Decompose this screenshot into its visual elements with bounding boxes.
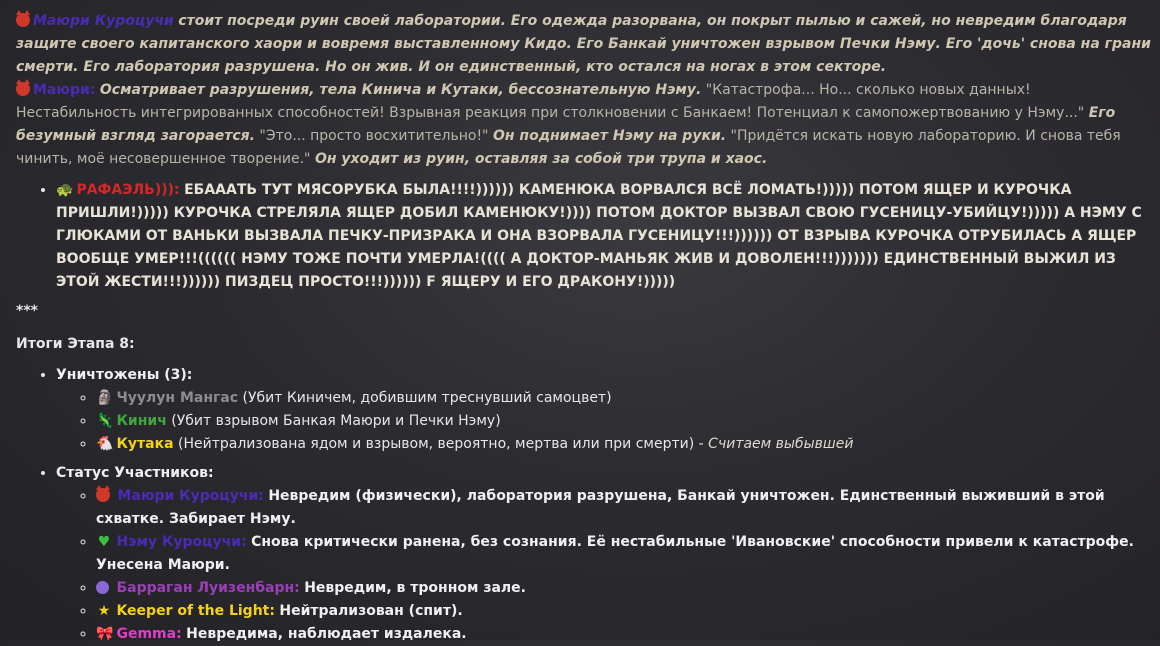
speech-text: "Это... просто восхитительно!" (259, 128, 489, 144)
list-item (96, 433, 1151, 456)
purple-circle-icon (96, 581, 109, 594)
devil-icon (16, 82, 30, 96)
list-item (96, 410, 1151, 433)
list-item (96, 531, 1151, 577)
chicken-icon: 🐔 (96, 436, 114, 452)
narration-text: стоит посреди руин своей лаборатории. Его одежда разорвана, он покрыт пылью и сажей, но невредим благодаря защите своего капитанского хаори и вовремя выставленному Кидо. Его Банкай уничтожен взрывом Печки Нэму. Его 'дочь' снова на грани смерти. Его лаборатория разрушена. Но он жив. И он единственный, кто остался на ногах в этом секторе. (16, 13, 1151, 75)
character-name: Gemma: (116, 626, 182, 642)
item-note: (Нейтрализована ядом и взрывом, вероятно, мертва или при смерти) - (178, 436, 704, 452)
status-text: Нейтрализован (спит). (279, 603, 463, 619)
separator: *** (16, 303, 38, 319)
status-list (56, 485, 1151, 646)
lizard-icon: 🦎 (96, 413, 114, 429)
star-icon: ★ (97, 603, 111, 619)
raphael-list (16, 179, 1151, 294)
destroyed-section (56, 364, 1151, 456)
summary-list (16, 364, 1151, 646)
devil-icon (96, 488, 110, 502)
status-section (56, 462, 1151, 646)
destroyed-title: Уничтожены (3): (56, 367, 193, 383)
list-item (96, 577, 1151, 600)
list-item (96, 485, 1151, 531)
action-text: Он уходит из руин, оставляя за собой три трупа и хаос. (314, 151, 768, 167)
list-item (96, 600, 1151, 623)
commenter-name: РАФАЭЛЬ))): (76, 182, 180, 198)
list-item (96, 387, 1151, 410)
character-name: Кинич (116, 413, 167, 429)
green-heart-icon: ♥ (97, 534, 111, 550)
item-verdict: Считаем выбывшей (708, 436, 854, 452)
status-title: Статус Участников: (56, 465, 214, 481)
character-name: Чуулун Мангас (116, 390, 239, 406)
character-name: Кутака (116, 436, 174, 452)
status-text: Невредим (физически), лаборатория разрушена, Банкай уничтожен. Единственный выживший в этой схватке. Забирает Нэму. (96, 488, 1105, 527)
list-item (96, 623, 1151, 646)
status-text: Невредима, наблюдает издалека. (186, 626, 467, 642)
narration-paragraph-1 (16, 10, 1151, 79)
action-text: Он поднимает Нэму на руки. (492, 128, 727, 144)
character-name: Маюри Куроцучи: (117, 488, 264, 504)
ribbon-icon: 🎀 (96, 626, 114, 642)
status-text: Снова критически ранена, без сознания. Её нестабильные 'Ивановские' способности привели к катастрофе. Унесена Маюри. (96, 534, 1134, 573)
status-text: Невредим, в тронном зале. (304, 580, 526, 596)
moai-icon: 🗿 (96, 390, 114, 406)
summary-title: Итоги Этапа 8: (16, 336, 135, 352)
raphael-comment (56, 179, 1151, 294)
destroyed-list (56, 387, 1151, 456)
item-note: (Убит взрывом Банкая Маюри и Печки Нэму) (171, 413, 501, 429)
character-name: Маюри Куроцучи (33, 13, 174, 29)
action-text: Осматривает разрушения, тела Кинича и Кутаки, бессознательную Нэму. (99, 82, 702, 98)
narration-paragraph-2 (16, 79, 1151, 171)
character-name: Нэму Куроцучи: (116, 534, 247, 550)
devil-icon (16, 13, 30, 27)
speech-text: "Катастрофа... Но... сколько новых данных! Нестабильность интегрированных способностей! Взрывная реакция при столкновении с Банкаем! Потенциал к самопожертвованию у Нэму..." (16, 82, 1085, 121)
comment-text: ЕБАААТЬ ТУТ МЯСОРУБКА БЫЛА!!!!)))))) КАМЕНЮКА ВОРВАЛСЯ ВСЁ ЛОМАТЬ!))))) ПОТОМ ЯЩЕР И КУРОЧКА ПРИШЛИ!))))) КУРОЧКА СТРЕЛЯЛА ЯЩЕР ДОБИЛ КАМЕНЮКУ!)))) ПОТОМ ДОКТОР ВЫЗВАЛ СВОЮ ГУСЕНИЦУ-УБИЙЦУ!))))) А НЭМУ С ГЛЮКАМИ ОТ ВАНЬКИ ВЫЗВАЛА ПЕЧКУ-ПРИЗРАКА И ОНА ВЗОРВАЛА ГУСЕНИЦУ!!!)))))) ОТ ВЗРЫВА КУРОЧКА ОТРУБИЛАСЬ А ЯЩЕР ВООБЩЕ УМЕР!!!(((((( НЭМУ ТОЖЕ ПОЧТИ УМЕРЛА!(((( А ДОКТОР-МАНЬЯК ЖИВ И ДОВОЛЕН!!!))))))) ЕДИНСТВЕННЫЙ ВЫЖИЛ ИЗ ЭТОЙ ЖЕСТИ!!!)))))) ПИЗДЕЦ ПРОСТО!!!)))))) F ЯЩЕРУ И ЕГО ДРАКОНУ!))))) (56, 182, 1142, 290)
item-note: (Убит Киничем, добившим треснувший самоцвет) (242, 390, 612, 406)
speech-text: "Придётся искать новую лабораторию. И снова тебя чинить, моё несовершенное творение." (16, 128, 1121, 167)
character-name: Барраган Луизенбарн: (116, 580, 300, 596)
turtle-icon: 🐢 (56, 182, 74, 198)
character-name: Keeper of the Light: (116, 603, 275, 619)
chat-log (16, 10, 1151, 646)
action-text: Его безумный взгляд загорается. (16, 105, 1116, 144)
character-name: Маюри: (33, 82, 96, 98)
